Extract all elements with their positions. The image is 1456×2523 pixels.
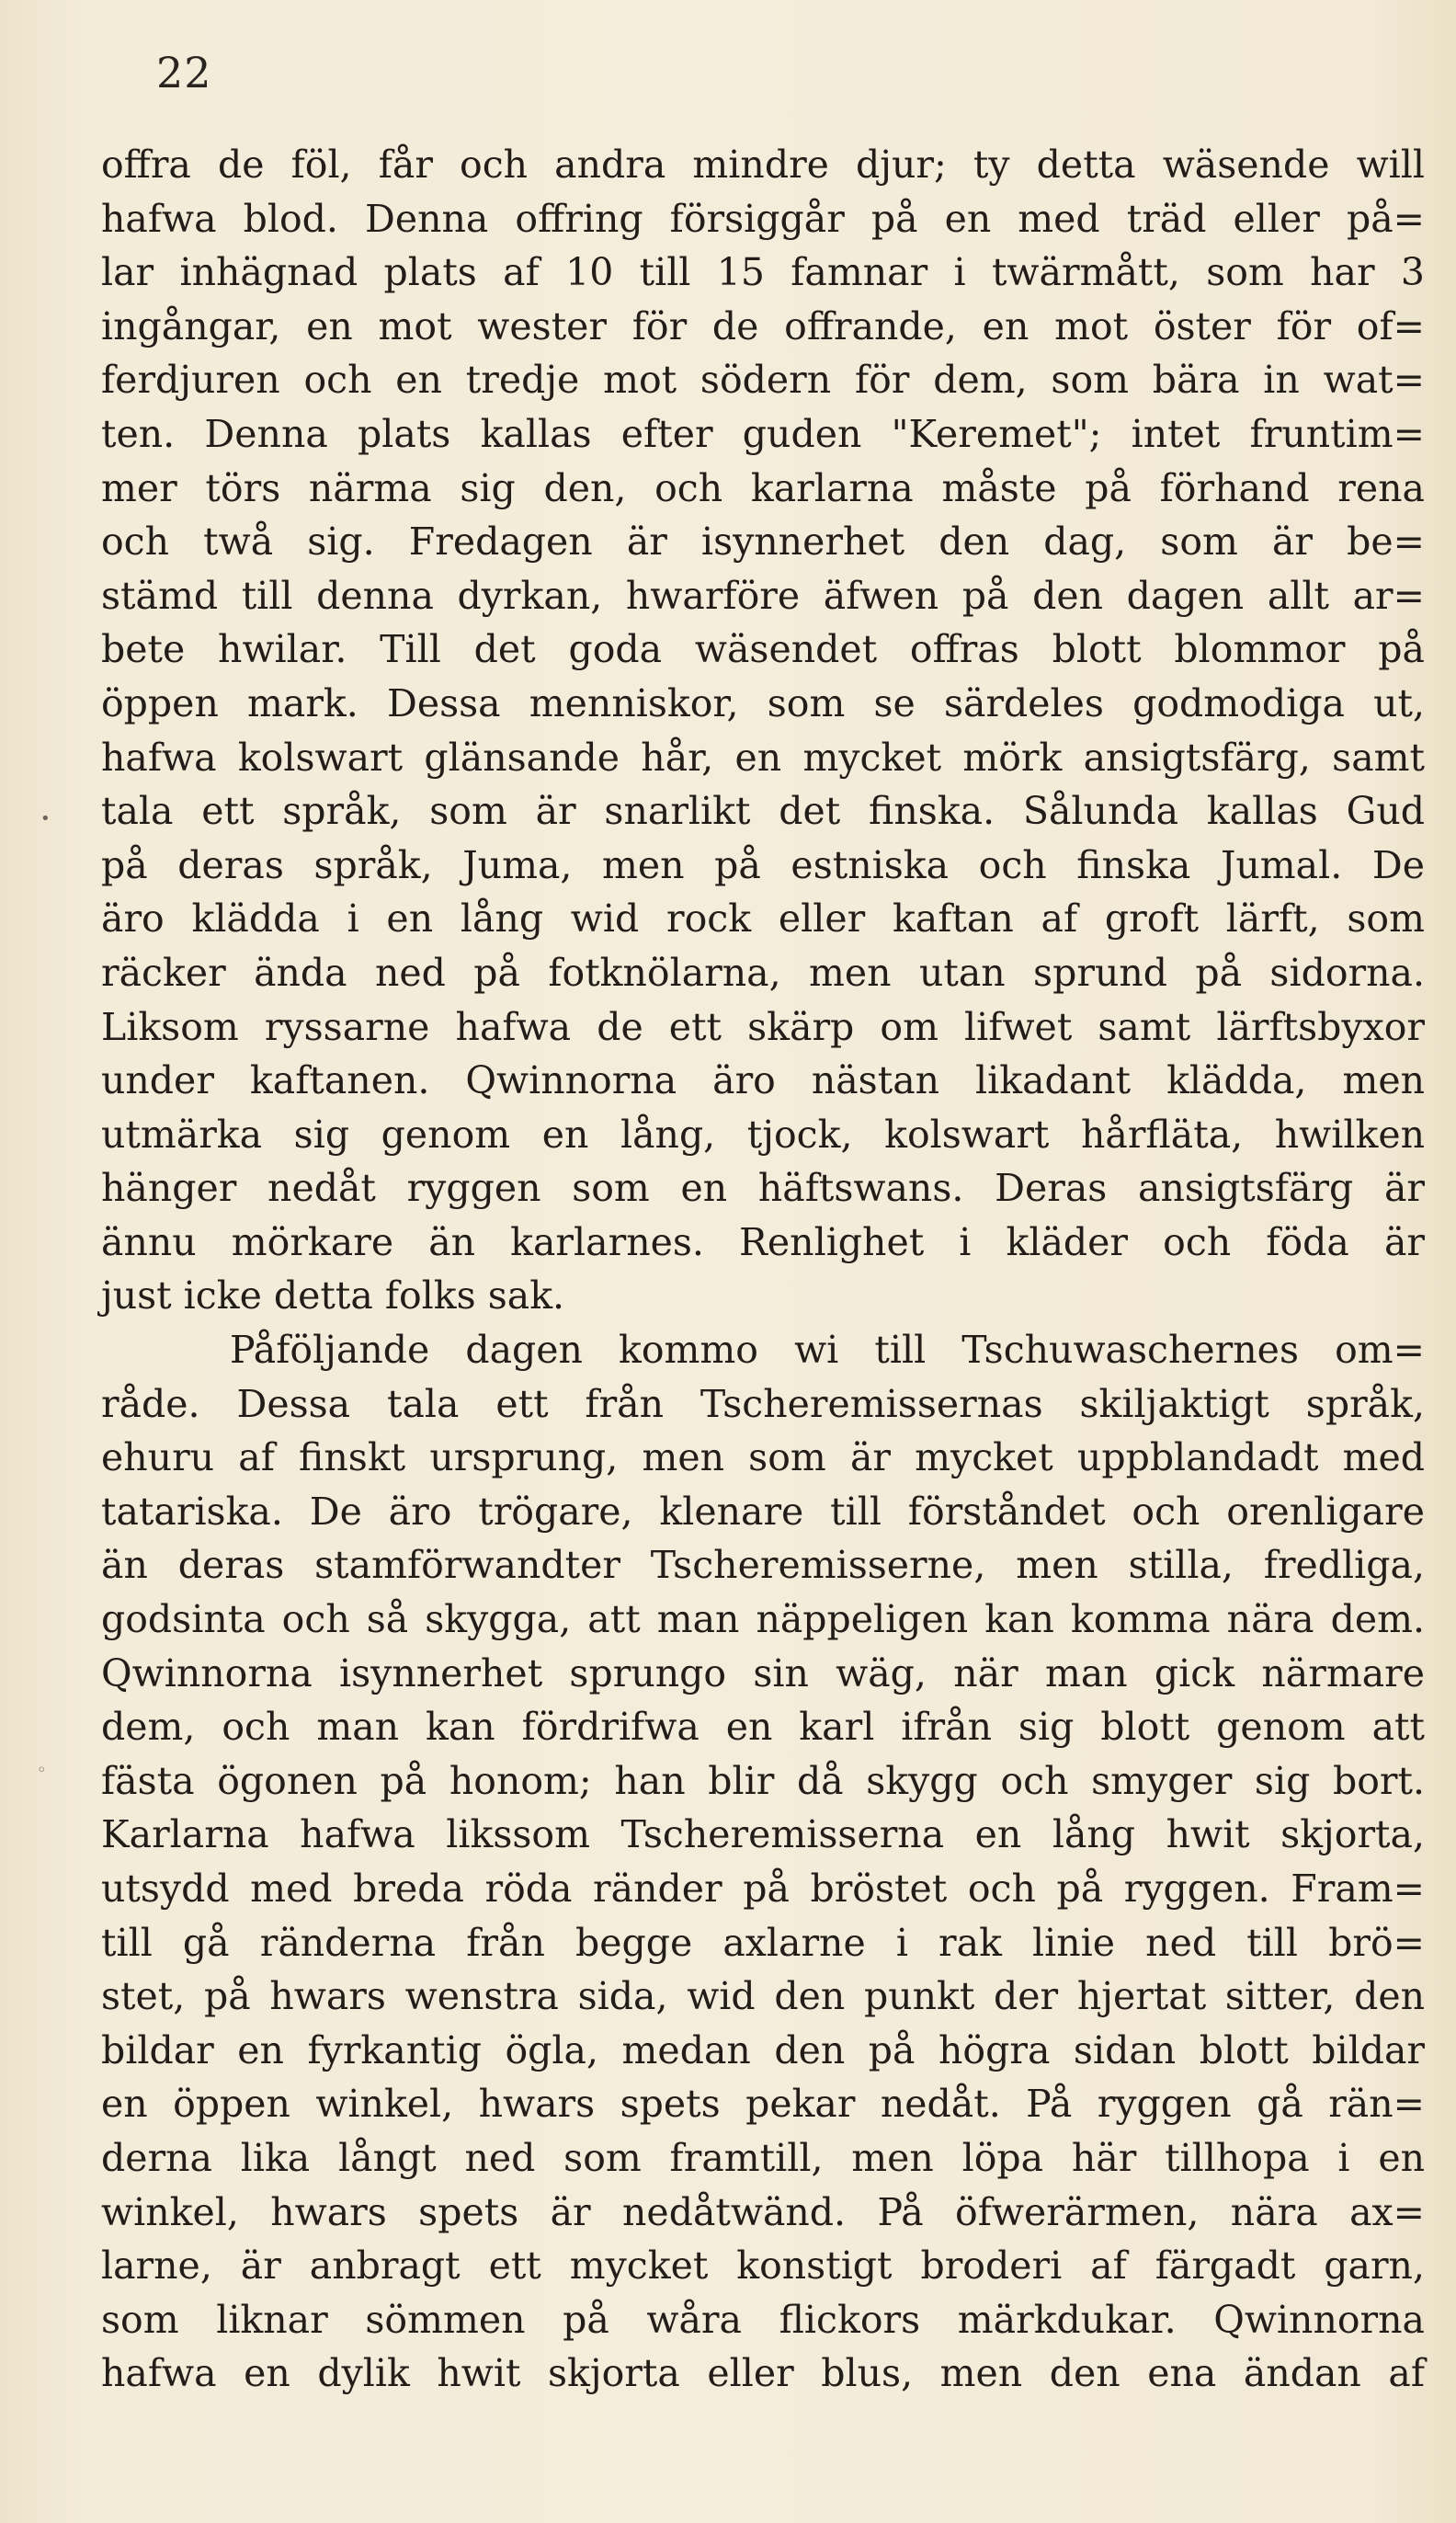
- body-text: [101, 138, 1425, 2401]
- text-line: och twå sig. Fredagen är isynnerhet den dag, som är be=: [101, 519, 1425, 565]
- text-line: under kaftanen. Qwinnorna äro nästan likadant klädda, men: [101, 1058, 1425, 1103]
- text-line: hafwa kolswart glänsande hår, en mycket mörk ansigtsfärg, samt: [101, 735, 1425, 780]
- paragraph-start-line: Påföljande dagen kommo wi till Tschuwaschernes om=: [230, 1328, 1425, 1373]
- text-line: offra de föl, får och andra mindre djur; ty detta wäsende will: [101, 143, 1425, 187]
- text-line: ferdjuren och en tredje mot södern för dem, som bära in wat=: [101, 358, 1425, 403]
- text-line: stet, på hwars wenstra sida, wid den punkt der hjertat sitter, den: [101, 1974, 1425, 2019]
- text-line: än deras stamförwandter Tscheremisserne, men stilla, fredliga,: [101, 1543, 1425, 1588]
- text-line: ännu mörkare än karlarnes. Renlighet i kläder och föda är: [101, 1219, 1425, 1264]
- text-line: tala ett språk, som är snarlikt det finska. Sålunda kallas Gud: [101, 789, 1425, 834]
- text-line: Liksom ryssarne hafwa de ett skärp om lifwet samt lärftsbyxor: [101, 1004, 1425, 1049]
- text-line: hänger nedåt ryggen som en häftswans. Deras ansigtsfärg är: [101, 1166, 1425, 1211]
- text-line: lar inhägnad plats af 10 till 15 famnar i twärmått, som har 3: [101, 250, 1425, 295]
- paragraph-end-line: just icke detta folks sak.: [101, 1273, 565, 1319]
- text-line: utsydd med breda röda ränder på bröstet och på ryggen. Fram=: [101, 1867, 1425, 1911]
- margin-speck: •: [40, 809, 51, 828]
- text-line: på deras språk, Juma, men på estniska och finska Jumal. De: [101, 842, 1425, 887]
- text-line: öppen mark. Dessa menniskor, som se särdeles godmodiga ut,: [101, 680, 1425, 725]
- text-line: tatariska. De äro trögare, klenare till förståndet och orenligare: [101, 1489, 1425, 1534]
- text-line: dem, och man kan fördrifwa en karl ifrån sig blott genom att: [101, 1705, 1425, 1750]
- text-line: hafwa en dylik hwit skjorta eller blus, men den ena ändan af: [101, 2351, 1425, 2396]
- text-line: hafwa blod. Denna offring försiggår på en med träd eller på=: [101, 196, 1425, 241]
- text-line: till gå ränderna från begge axlarne i rak linie ned till brö=: [101, 1920, 1425, 1965]
- text-line: godsinta och så skygga, att man näppeligen kan komma nära dem.: [101, 1597, 1425, 1642]
- text-line: mer törs närma sig den, och karlarna måste på förhand rena: [101, 465, 1425, 510]
- text-line: råde. Dessa tala ett från Tscheremissernas skiljaktigt språk,: [101, 1381, 1425, 1426]
- text-line: Karlarna hafwa likssom Tscheremisserna en lång hwit skjorta,: [101, 1812, 1425, 1857]
- text-line: fästa ögonen på honom; han blir då skygg och smyger sig bort.: [101, 1758, 1425, 1803]
- text-line: Qwinnorna isynnerhet sprungo sin wäg, när man gick närmare: [101, 1650, 1425, 1695]
- text-line: derna lika långt ned som framtill, men löpa här tillhopa i en: [101, 2135, 1425, 2180]
- text-line: ehuru af finskt ursprung, men som är mycket uppblandadt med: [101, 1435, 1425, 1480]
- text-line: ten. Denna plats kallas efter guden "Keremet"; intet fruntim=: [101, 411, 1425, 456]
- text-line: som liknar sömmen på wåra flickors märkdukar. Qwinnorna: [101, 2297, 1425, 2342]
- margin-speck: ◦: [37, 1761, 47, 1780]
- text-line: bildar en fyrkantig ögla, medan den på högra sidan blott bildar: [101, 2027, 1425, 2072]
- text-line: räcker ända ned på fotknölarna, men utan sprund på sidorna.: [101, 950, 1425, 995]
- text-line: larne, är anbragt ett mycket konstigt broderi af färgadt garn,: [101, 2243, 1425, 2289]
- text-line: stämd till denna dyrkan, hwarföre äfwen på den dagen allt ar=: [101, 573, 1425, 618]
- text-line: bete hwilar. Till det goda wäsendet offras blott blommor på: [101, 627, 1425, 672]
- text-line: äro klädda i en lång wid rock eller kaftan af groft lärft, som: [101, 896, 1425, 942]
- text-line: en öppen winkel, hwars spets pekar nedåt. På ryggen gå rän=: [101, 2082, 1425, 2127]
- page-number: 22: [156, 48, 212, 97]
- text-line: utmärka sig genom en lång, tjock, kolswart hårfläta, hwilken: [101, 1112, 1425, 1157]
- text-line: winkel, hwars spets är nedåtwänd. På öfwerärmen, nära ax=: [101, 2189, 1425, 2234]
- text-line: ingångar, en mot wester för de offrande, en mot öster för of=: [101, 303, 1425, 348]
